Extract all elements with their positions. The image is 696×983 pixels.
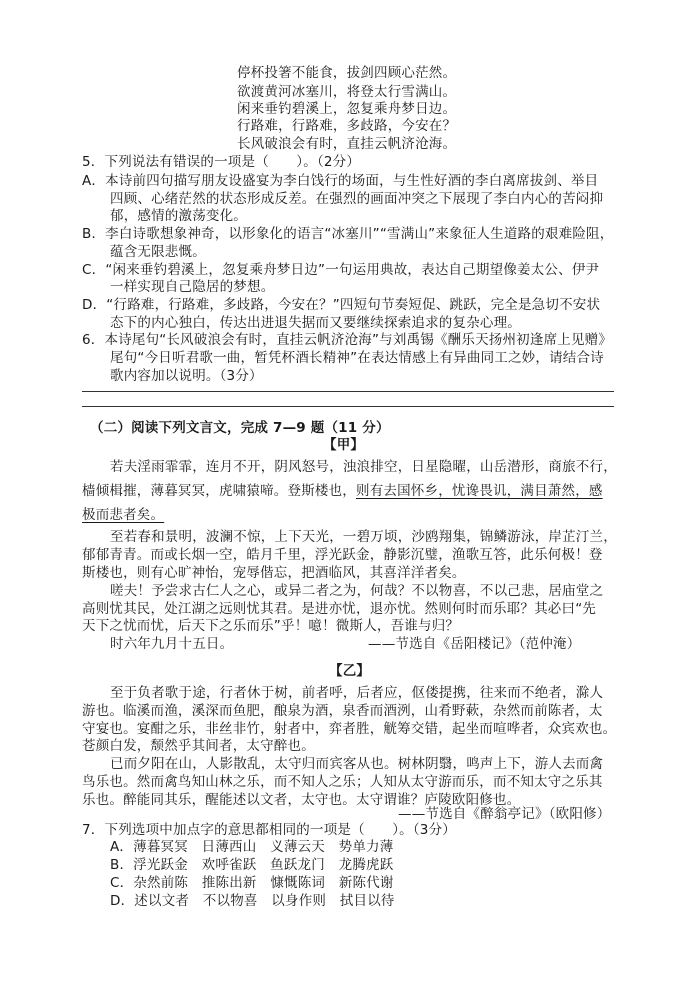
option-a-line: 四顾、心绪茫然的状态形成反差。在强烈的画面冲突之下展现了李白内心的苦闷抑	[110, 191, 604, 207]
passage-line: 鸟乐也。然而禽鸟知山林之乐，而不知人之乐；人知从太守游而乐，而不知太守之乐其	[82, 774, 603, 790]
option-a-line: A．本诗前四句描写朋友设盛宴为李白饯行的场面，与生性好酒的李白离席拔剑、举目	[82, 173, 599, 189]
passage-line: 至于负者歌于途，行者休于树，前者呼，后者应，伛偻提携，往来而不绝者，滁人	[110, 685, 604, 701]
option-line: C．杂然前陈 推陈出新 慷慨陈词 新陈代谢	[110, 875, 394, 891]
passage-label-yi: 【乙】	[329, 663, 371, 679]
poem-line: 闲来垂钓碧溪上，忽复乘舟梦日边。	[237, 101, 457, 117]
passage-line: 天下之忧而忧，后天下之乐而乐”乎！噫！微斯人，吾谁与归？	[82, 618, 460, 634]
passage-label-jia: 【甲】	[323, 437, 365, 453]
option-line: A．薄暮冥冥 日薄西山 义薄云天 势单力薄	[110, 839, 394, 855]
passage-line: 若夫淫雨霏霏，连月不开，阴风怒号，浊浪排空，日星隐曜，山岳潜形，商旅不行，	[110, 459, 617, 475]
option-b-line: 蕴含无限悲慨。	[110, 244, 206, 260]
passage-date: 时六年九月十五日。	[110, 636, 234, 652]
question-line: 歌内容加以说明。（3分）	[110, 368, 263, 384]
passage-line: 游也。临溪而渔，溪深而鱼肥，酿泉为酒，泉香而酒洌，山肴野蔌，杂然而前陈者，太	[82, 703, 603, 719]
option-b-line: B．李白诗歌想象神奇，以形象化的语言“冰塞川”“雪满山”来象征人生道路的艰难险阻，	[82, 226, 614, 242]
option-c-line: 一样实现自己隐居的梦想。	[110, 279, 275, 295]
option-c-line: C．“闲来垂钓碧溪上，忽复乘舟梦日边”一句运用典故，表达自己期望像姜太公、伊尹	[82, 262, 600, 278]
question-stem: 5．下列说法有错误的一项是（ ）。（2分）	[82, 154, 361, 170]
answer-line	[82, 406, 614, 407]
option-line: D．述以文者 不以物喜 以身作则 拭目以待	[110, 893, 395, 909]
option-d-line: D．“行路难，行路难，多歧路，今安在？”四短句节奏短促、跳跃，完全是急切不安状	[82, 297, 601, 313]
passage-line: 斯楼也，则有心旷神怡，宠辱偕忘，把酒临风，其喜洋洋者矣。	[82, 565, 466, 581]
poem-line: 欲渡黄河冰塞川，将登太行雪满山。	[237, 84, 457, 100]
passage-line: 至若春和景明，波澜不惊，上下天光，一碧万顷，沙鸥翔集，锦鳞游泳，岸芷汀兰，	[110, 529, 617, 545]
option-d-line: 态下的内心独白，传达出进退失据而又要继续探索追求的复杂心理。	[110, 315, 521, 331]
poem-line: 停杯投箸不能食，拔剑四顾心茫然。	[237, 65, 457, 81]
passage-text: 樯倾楫摧，薄暮冥冥，虎啸猿啼。登斯楼也，	[82, 483, 356, 499]
underlined-sentence: 则有去国怀乡，忧谗畏讥，满目萧然，感	[356, 483, 603, 499]
question-line: 尾句“今日听君歌一曲，暂凭杯酒长精神”在表达情感上有异曲同工之妙，请结合诗	[110, 350, 604, 366]
passage-line: 高则忧其民，处江湖之远则忧其君。是进亦忧，退亦忧。然则何时而乐耶？其必曰“先	[82, 601, 597, 617]
option-line: B．浮光跃金 欢呼雀跃 鱼跃龙门 龙腾虎跃	[110, 857, 394, 873]
question-line: 6．本诗尾句“长风破浪会有时，直挂云帆济沧海”与刘禹锡《酬乐天扬州初逢席上见赠》	[82, 332, 613, 348]
passage-line: 郁郁青青。而或长烟一空，皓月千里，浮光跃金，静影沉璧，渔歌互答，此乐何极！登	[82, 547, 603, 563]
passage-line: 苍颜白发，颓然乎其间者，太守醉也。	[82, 738, 315, 754]
option-a-line: 郁，感情的激荡变化。	[110, 208, 247, 224]
passage-source: ——节选自《岳阳楼记》（范仲淹）	[368, 636, 581, 652]
underlined-sentence: 极而悲者矣。	[82, 507, 165, 523]
section-heading: （二）阅读下列文言文，完成 7—9 题（11 分）	[90, 420, 390, 436]
poem-line: 行路难，行路难，多歧路，今安在？	[237, 118, 457, 134]
passage-line	[82, 482, 603, 500]
passage-source: ——节选自《醉翁亭记》（欧阳修）	[398, 806, 611, 822]
poem-line: 长风破浪会有时，直挂云帆济沧海。	[237, 136, 457, 152]
passage-line: 已而夕阳在山，人影散乱，太守归而宾客从也。树林阴翳，鸣声上下，游人去而禽	[110, 756, 604, 772]
passage-line: 乐也。醉能同其乐，醒能述以文者，太守也。太守谓谁？庐陵欧阳修也。	[82, 792, 521, 808]
passage-line: 嗟夫！予尝求古仁人之心，或异二者之为，何哉？不以物喜，不以己悲，居庙堂之	[110, 583, 604, 599]
answer-line	[82, 391, 614, 392]
question-stem: 7．下列选项中加点字的意思都相同的一项是（ ）。（3分）	[82, 822, 456, 838]
passage-line: 守宴也。宴酣之乐，非丝非竹，射者中，弈者胜，觥筹交错，起坐而喧哗者，众宾欢也。	[82, 721, 617, 737]
